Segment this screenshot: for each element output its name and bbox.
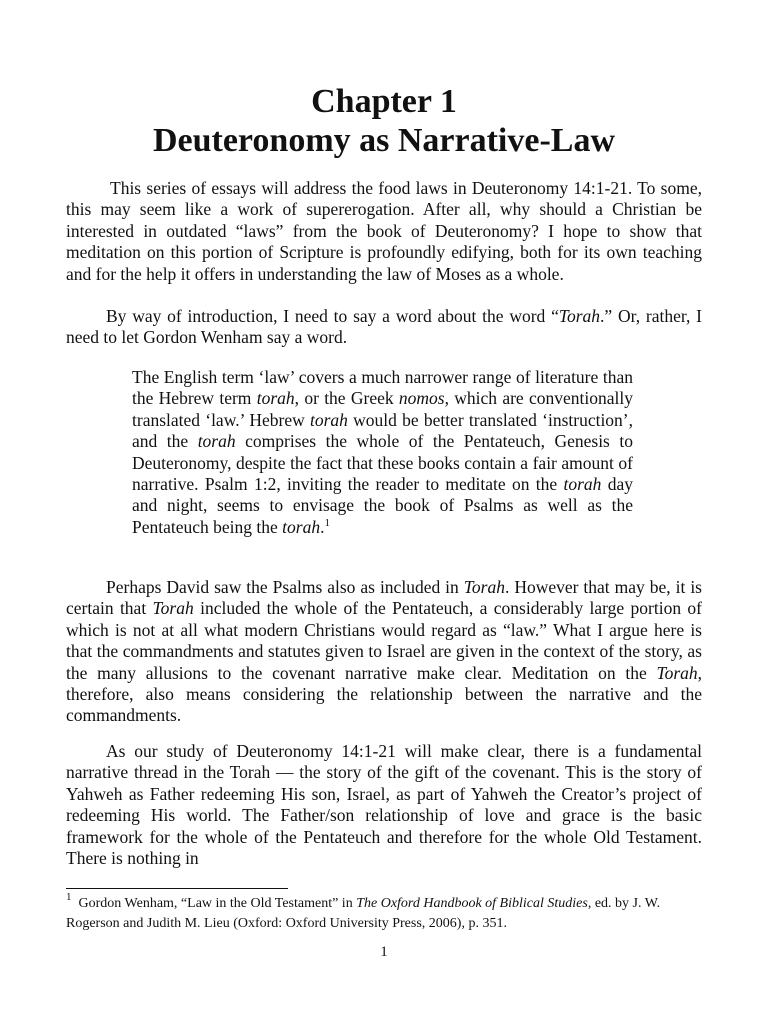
intro-paragraph: This series of essays will address the food laws in Deuteronomy 14:1-21. To some, this may seem like a work of supererogation. After all, why should a Christian be interested in outdated “laws” from the book of Deuteronomy? I hope to show that meditation on this portion of Scripture is profoundly edifying, both for its own teaching and for the help it offers in understanding the law of Moses as a whole. [66, 178, 702, 284]
chapter-title: Deuteronomy as Narrative-Law [152, 122, 616, 159]
block-quote: The English term ‘law’ covers a much narrower range of literature than the Hebrew term torah, or the Greek nomos, which are conventionally translated ‘law.’ Hebrew torah would be better translated ‘instruction’, and the torah comprises the whole of the Pentateuch, Genesis to Deuteronomy, despite the fact that these books contain a fair amount of narrative. Psalm 1:2, inviting the reader to meditate on the torah day and night, seems to envisage the book of Psalms as well as the Pentateuch being the torah.$^1$ [132, 367, 634, 537]
intro-paragraph-2: By way of introduction, I need to say a word about the word “Torah.” Or, rather, I need to let Gordon Wenham say a word. [66, 306, 702, 348]
chapter-label: Chapter 1 [311, 83, 457, 120]
page-number: 1 [380, 944, 388, 960]
body-paragraph-2: As our study of Deuteronomy 14:1-21 will make clear, there is a fundamental narrative thread in the Torah — the story of the gift of the covenant. This is the story of Yahweh as Father redeeming His son, Israel, as part of Yahweh the Creator’s project of redeeming His world. The Father/son relationship of love and grace is the basic framework for the whole of the Pentateuch and therefore for the whole Old Testament. There is nothing in [66, 741, 702, 869]
footnote-number: 1 [66, 891, 72, 903]
footnote-divider [66, 888, 288, 889]
footnote: $^1$ Gordon Wenham, “Law in the Old Testament” in The Oxford Handbook of Biblical Studies, ed. by J. W. Rogerson and Judith M. Lieu (Oxford: Oxford University Press, 2006), p. 351. [66, 891, 661, 931]
footnote-reference[interactable]: 1 [324, 516, 330, 529]
body-paragraph: Perhaps David saw the Psalms also as included in Torah. However that may be, it is certain that Torah included the whole of the Pentateuch, a considerably large portion of which is not at all what modern Christians would regard as “law.” What I argue here is that the commandments and statutes given to Israel are given in the context of the story, as the many allusions to the covenant narrative make clear. Meditation on the Torah, therefore, also means considering the relationship between the narrative and the commandments. [66, 577, 702, 726]
